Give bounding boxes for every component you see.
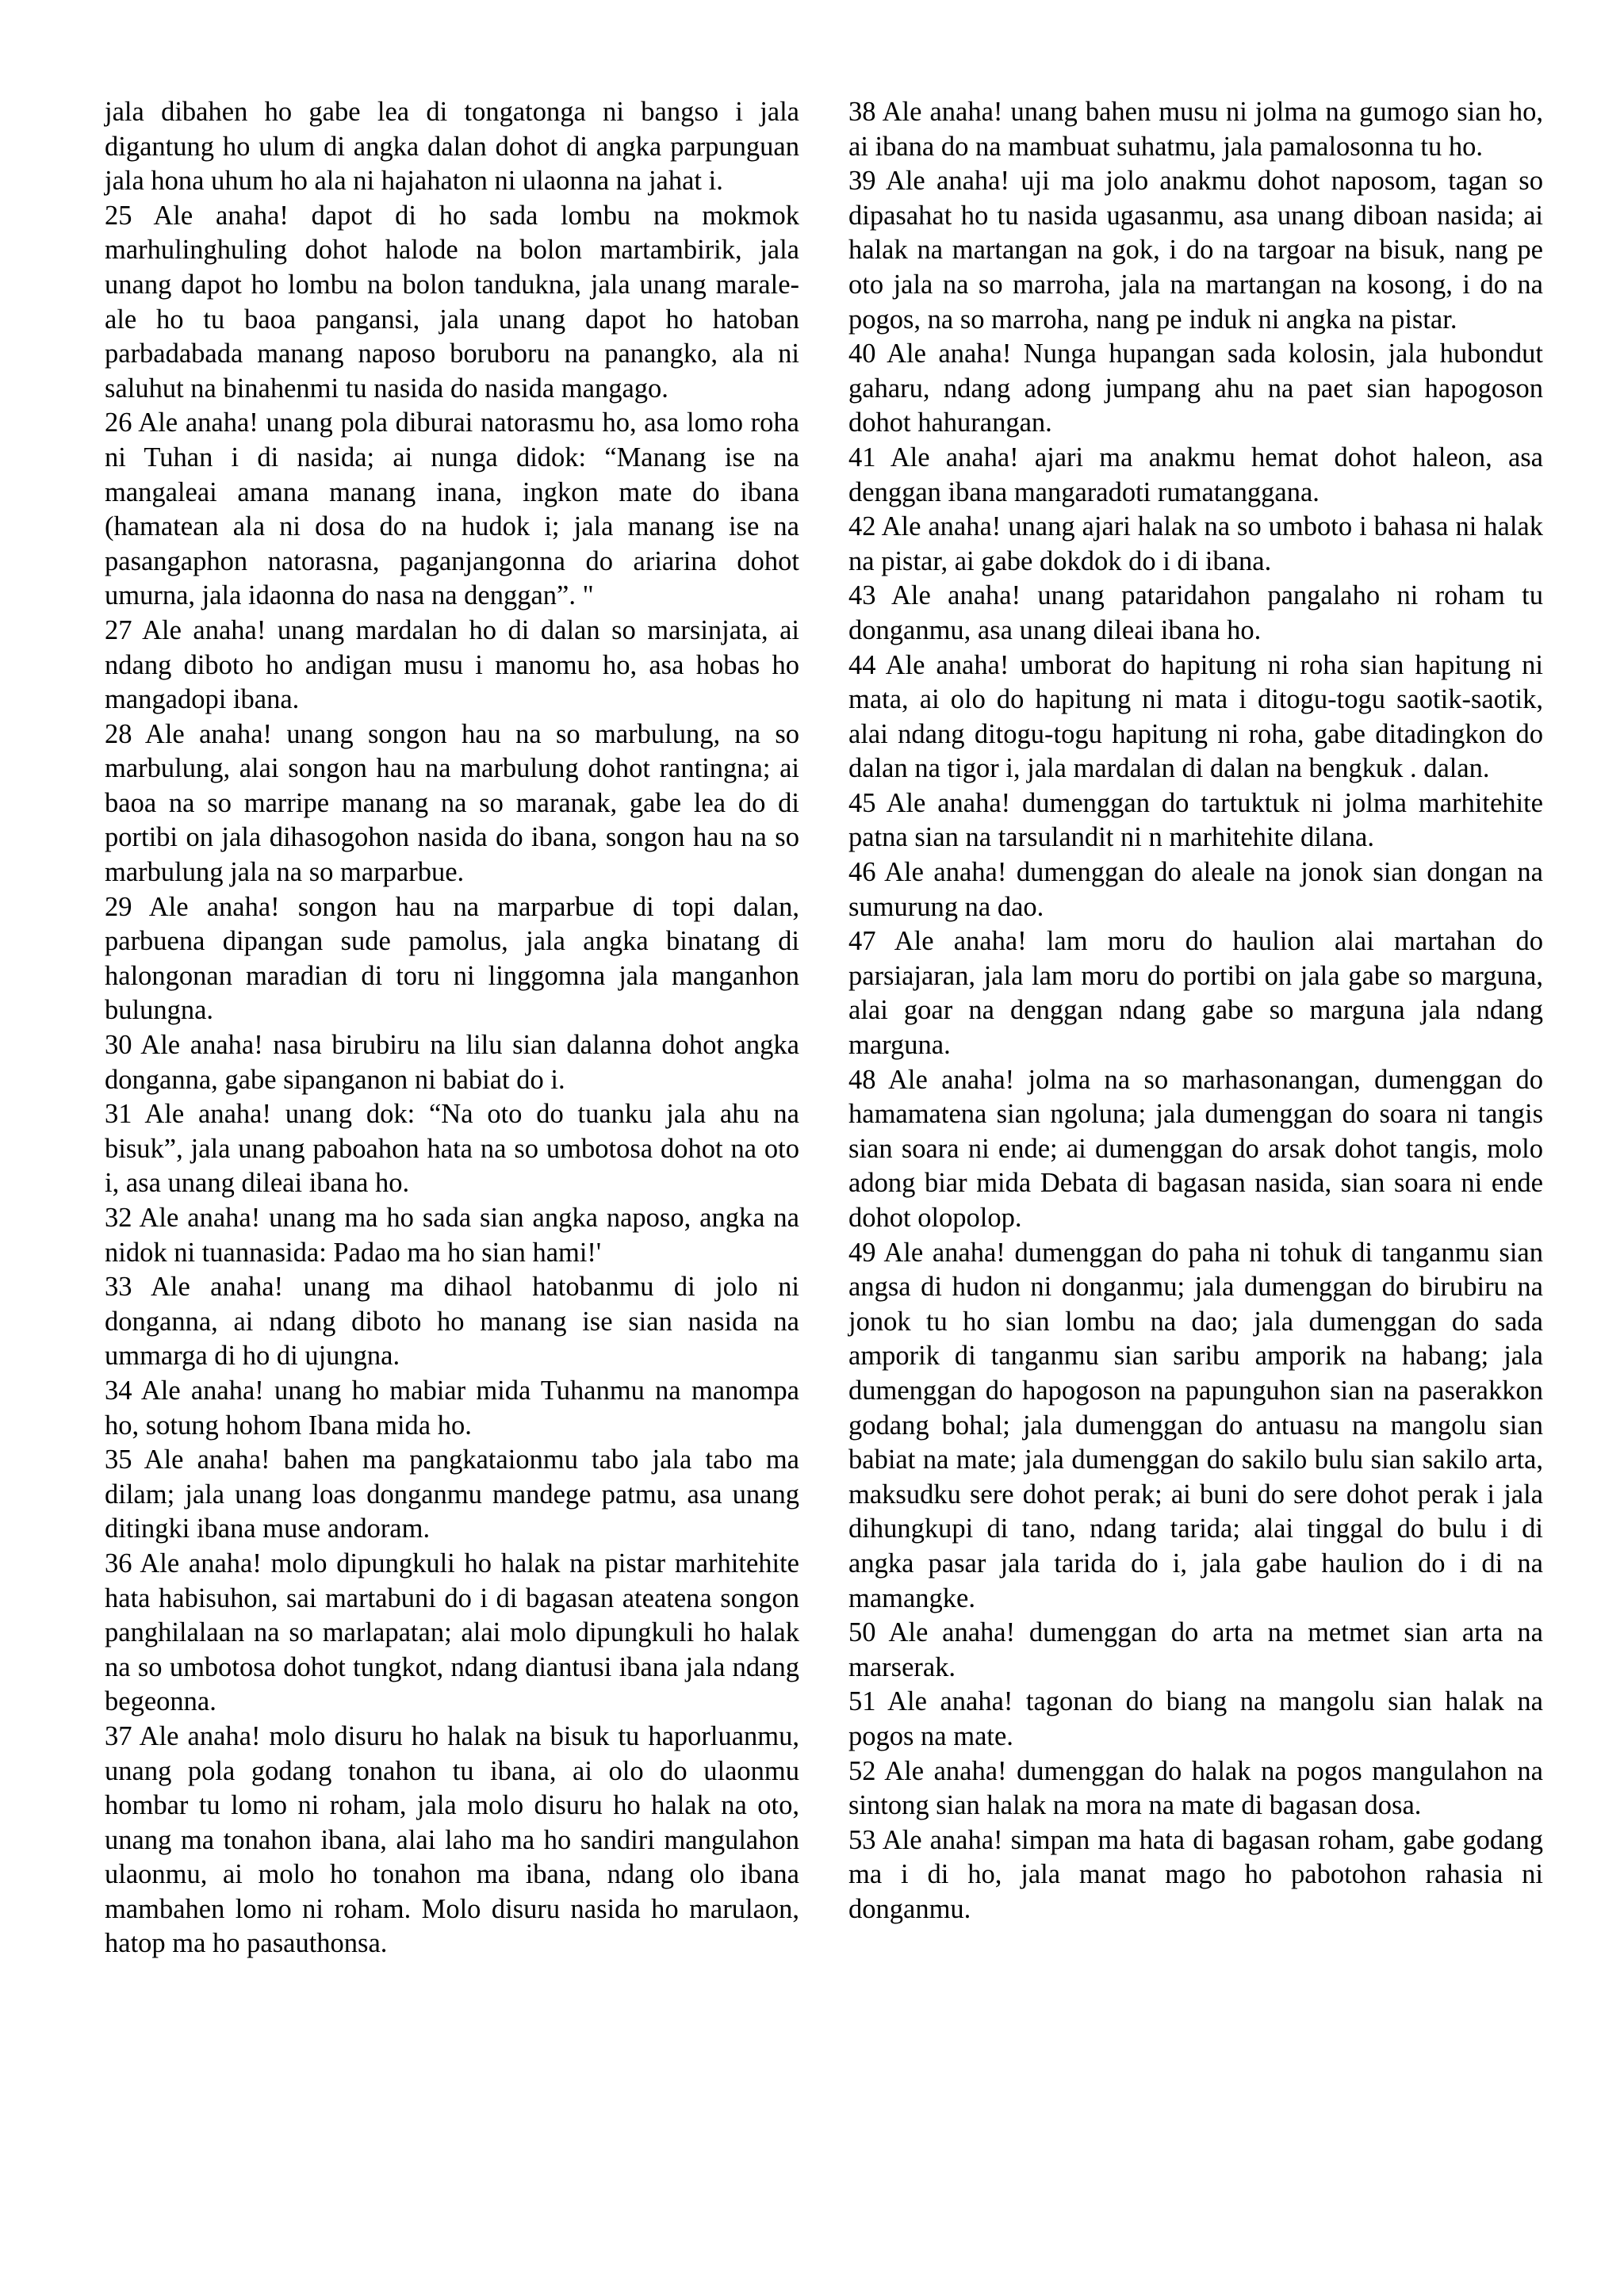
verse-49: 49 Ale anaha! dumenggan do paha ni tohuk di tanganmu sian angsa di hudon ni donganmu; jala dumenggan do birubiru na jonok tu ho sian lombu na dao; jala dumenggan do sada amporik di tanganmu sian saribu amporik na habang; jala dumenggan do hapogoson na papunguhon sian na paserakkon godang bohal; jala dumenggan do antuasu na mangolu sian babiat na mate; jala dumenggan do sakilo bulu sian sakilo arta, maksudku sere dohot perak; ai buni do sere dohot perak i jala dihungkupi di tano, ndang tarida; alai tinggal do bulu i di angka pasar jala tarida do i, jala gabe haulion do i di na mamangke. xyxy=(848,1237,1543,1613)
verse-29: 29 Ale anaha! songon hau na marparbue di topi dalan, parbuena dipangan sude pamolus, jala angka binatang di halongonan maradian di toru ni linggomna jala manganhon bulungna. xyxy=(105,891,799,1026)
left-text-column xyxy=(105,95,799,1961)
verse-33: 33 Ale anaha! unang ma dihaol hatobanmu di jolo ni donganna, ai ndang diboto ho manang ise sian nasida na ummarga di ho di ujungna. xyxy=(105,1272,799,1372)
verse-46: 46 Ale anaha! dumenggan do aleale na jonok sian dongan na sumurung na dao. xyxy=(848,857,1543,922)
verse-44: 44 Ale anaha! umborat do hapitung ni roha sian hapitung ni mata, ai olo do hapitung ni mata i ditogu-togu saotik-saotik, alai ndang ditogu-togu hapitung ni roha, gabe ditadingkon do dalan na tigor i, jala mardalan di dalan na bengkuk . dalan. xyxy=(848,649,1543,784)
verse-37: 37 Ale anaha! molo disuru ho halak na bisuk tu haporluanmu, unang pola godang tonahon tu ibana, ai olo do ulaonmu hombar tu lomo ni roham, jala molo disuru ho halak na oto, unang ma tonahon ibana, alai laho ma ho sandiri mangulahon ulaonmu, ai molo ho tonahon ma ibana, ndang olo ibana mambahen lomo ni roham. Molo disuru nasida ho marulaon, hatop ma ho pasauthonsa. xyxy=(105,1720,799,1959)
verse-32: 32 Ale anaha! unang ma ho sada sian angka naposo, angka na nidok ni tuannasida: Padao ma ho sian hami!' xyxy=(105,1203,799,1268)
verse-35: 35 Ale anaha! bahen ma pangkataionmu tabo jala tabo ma dilam; jala unang loas donganmu mandege patmu, asa unang ditingki ibana muse andoram. xyxy=(105,1445,799,1544)
verse-31: 31 Ale anaha! unang dok: “Na oto do tuanku jala ahu na bisuk”, jala unang paboahon hata na so umbotosa dohot na oto i, asa unang dileai ibana ho. xyxy=(105,1099,799,1199)
verse-38: 38 Ale anaha! unang bahen musu ni jolma na gumogo sian ho, ai ibana do na mambuat suhatmu, jala pamalosonna tu ho. xyxy=(848,97,1543,162)
verse-39: 39 Ale anaha! uji ma jolo anakmu dohot naposom, tagan so dipasahat ho tu nasida ugasanmu, asa unang diboan nasida; ai halak na martangan na gok, i do na targoar na bisuk, nang pe oto jala na so marroha, jala na martangan na kosong, i do na pogos, na so marroha, nang pe induk ni angka na pistar. xyxy=(848,166,1543,335)
verse-52: 52 Ale anaha! dumenggan do halak na pogos mangulahon na sintong sian halak na mora na mate di bagasan dosa. xyxy=(848,1755,1543,1821)
verse-51: 51 Ale anaha! tagonan do biang na mangolu sian halak na pogos na mate. xyxy=(848,1686,1543,1751)
verse-25: 25 Ale anaha! dapot di ho sada lombu na mokmok marhulinghuling dohot halode na bolon martambirik, jala unang dapot ho lombu na bolon tandukna, jala unang marale-ale ho tu baoa pangansi, jala unang dapot ho hatoban parbadabada manang naposo boruboru na panangko, ala ni saluhut na binahenmi tu nasida do nasida mangago. xyxy=(105,200,799,404)
verse-36: 36 Ale anaha! molo dipungkuli ho halak na pistar marhitehite hata habisuhon, sai martabuni do i di bagasan ateatena songon panghilalaan na so marlapatan; alai molo dipungkuli ho halak na so umbotosa dohot tungkot, ndang diantusi ibana jala ndang begeonna. xyxy=(105,1548,799,1717)
verse-53: 53 Ale anaha! simpan ma hata di bagasan roham, gabe godang ma i di ho, jala manat mago ho pabotohon rahasia ni donganmu. xyxy=(848,1824,1543,1924)
verse-45: 45 Ale anaha! dumenggan do tartuktuk ni jolma marhitehite patna sian na tarsulandit ni n marhitehite dilana. xyxy=(848,787,1543,853)
verse-47: 47 Ale anaha! lam moru do haulion alai martahan do parsiajaran, jala lam moru do portibi on jala gabe so marguna, alai goar na denggan ndang gabe so marguna jala ndang marguna. xyxy=(848,926,1543,1061)
verse-40: 40 Ale anaha! Nunga hupangan sada kolosin, jala hubondut gaharu, ndang adong jumpang ahu na paet sian hapogoson dohot hahurangan. xyxy=(848,339,1543,438)
verse-41: 41 Ale anaha! ajari ma anakmu hemat dohot haleon, asa denggan ibana mangaradoti rumatanggana. xyxy=(848,442,1543,507)
verse-30: 30 Ale anaha! nasa birubiru na lilu sian dalanna dohot angka donganna, gabe sipanganon ni babiat do i. xyxy=(105,1030,799,1095)
verse-26: 26 Ale anaha! unang pola diburai natorasmu ho, asa lomo roha ni Tuhan i di nasida; ai nunga didok: “Manang ise na mangaleai amana manang inana, ingkon mate do ibana (hamatean ala ni dosa do na hudok i; jala manang ise na pasangaphon natorasna, paganjangonna do ariarina dohot umurna, jala idaonna do nasa na denggan”. " xyxy=(105,408,799,611)
verse-42: 42 Ale anaha! unang ajari halak na so umboto i bahasa ni halak na pistar, ai gabe dokdok do i di ibana. xyxy=(848,511,1543,576)
verse-50: 50 Ale anaha! dumenggan do arta na metmet sian arta na marserak. xyxy=(848,1617,1543,1682)
verse-28: 28 Ale anaha! unang songon hau na so marbulung, na so marbulung, alai songon hau na marbulung dohot rantingna; ai baoa na so marripe manang na so maranak, gabe lea do di portibi on jala dihasogohon nasida do ibana, songon hau na so marbulung jala na so marparbue. xyxy=(105,718,799,888)
verse-48: 48 Ale anaha! jolma na so marhasonangan, dumenggan do hamamatena sian ngoluna; jala dumenggan do soara ni tangis sian soara ni ende; ai dumenggan do arsak dohot tangis, molo adong biar mida Debata di bagasan nasida, sian soara ni ende dohot olopolop. xyxy=(848,1064,1543,1233)
right-text-column xyxy=(848,95,1543,1927)
verse-34: 34 Ale anaha! unang ho mabiar mida Tuhanmu na manompa ho, sotung hohom Ibana mida ho. xyxy=(105,1375,799,1441)
verse-27: 27 Ale anaha! unang mardalan ho di dalan so marsinjata, ai ndang diboto ho andigan musu i manomu ho, asa hobas ho mangadopi ibana. xyxy=(105,614,799,715)
paragraph-continuation: jala dibahen ho gabe lea di tongatonga ni bangso i jala digantung ho ulum di angka dalan dohot di angka parpunguan jala hona uhum ho ala ni hajahaton ni ulaonna na jahat i. xyxy=(105,97,799,197)
verse-43: 43 Ale anaha! unang pataridahon pangalaho ni roham tu donganmu, asa unang dileai ibana ho. xyxy=(848,580,1543,645)
